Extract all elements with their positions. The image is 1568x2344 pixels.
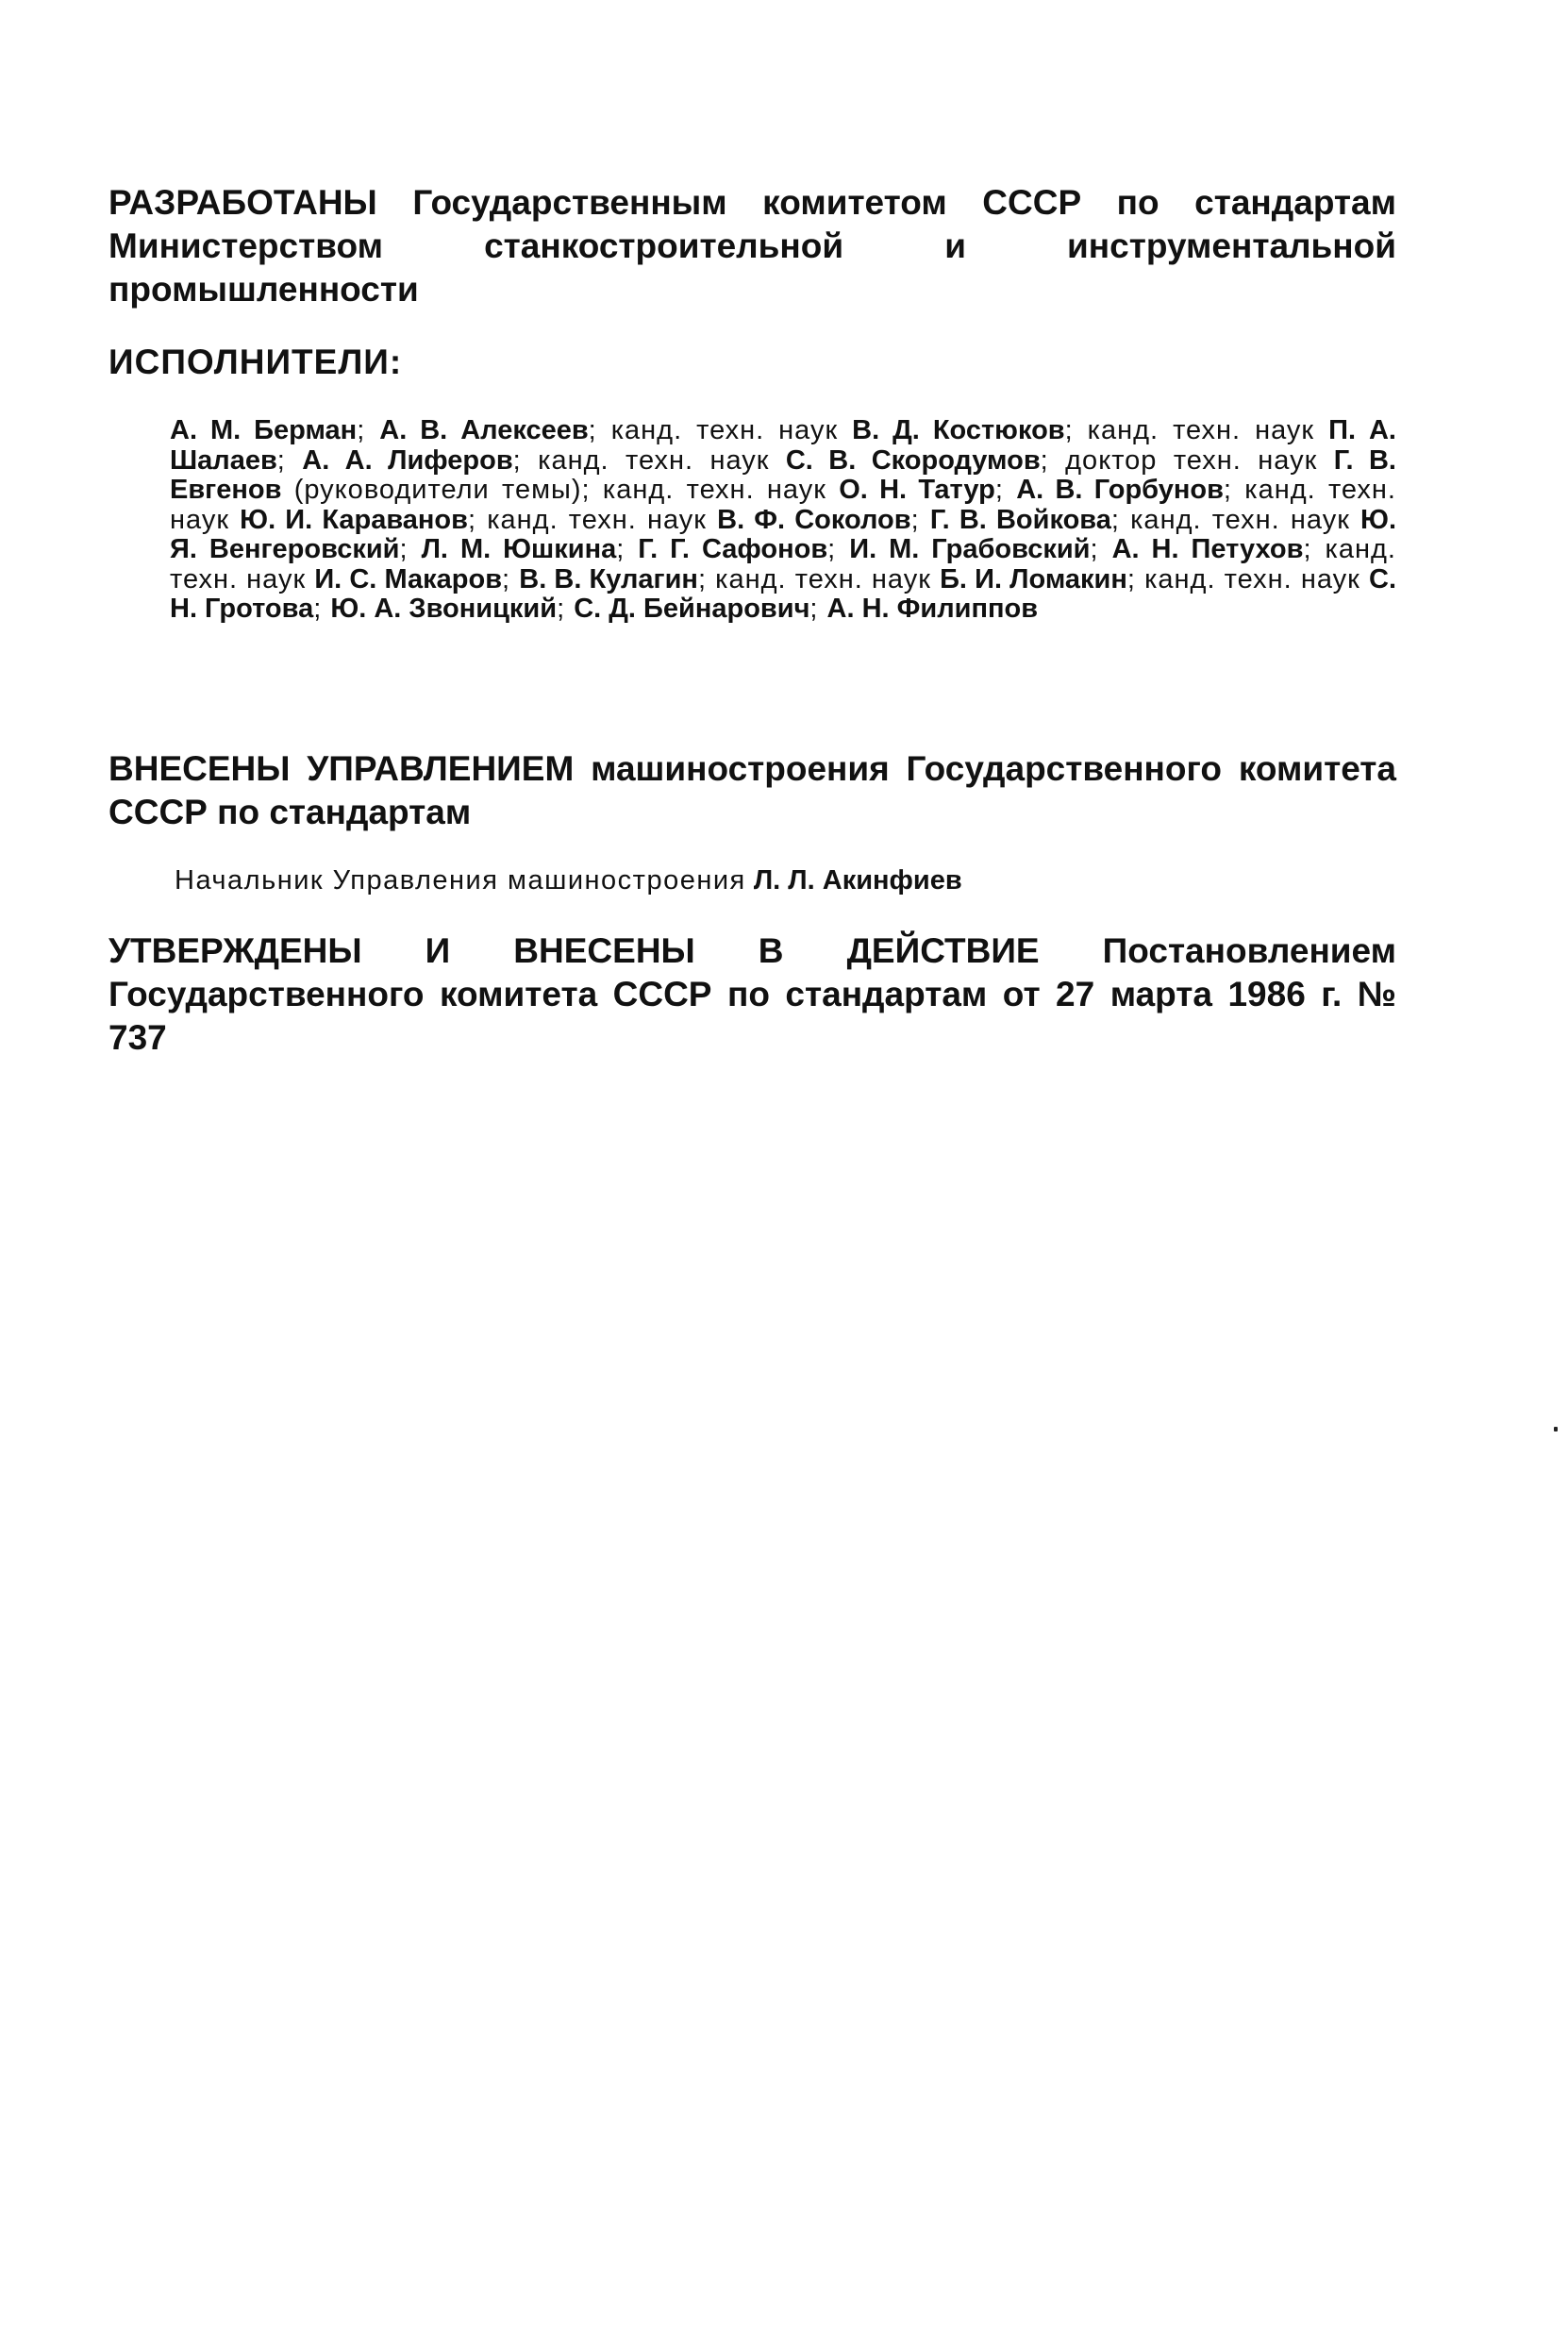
executor-name: Б. И. Ломакин [940, 563, 1127, 594]
executor-entry [302, 445, 538, 476]
executor-separator: ; [827, 534, 850, 564]
executors-list [170, 416, 1396, 625]
executor-separator: ; [809, 594, 827, 624]
approved-text: Постановлением Государственного комитета СССР по стандартам от 27 марта 1986 г. № 737 [108, 931, 1396, 1057]
executor-separator: ; [1090, 534, 1112, 564]
executor-degree: канд. техн. наук [1130, 504, 1361, 535]
executor-name: А. А. Лиферов [302, 444, 513, 476]
executor-name: А. Н. Петухов [1111, 534, 1304, 564]
executor-name: О. Н. Татур [839, 475, 995, 505]
executor-separator: ; [502, 563, 520, 594]
executor-entry [170, 415, 379, 445]
executor-degree: доктор техн. наук [1065, 444, 1334, 476]
executor-name: И. С. Макаров [314, 563, 503, 594]
executor-separator: ; [616, 534, 639, 564]
executor-name: Ю. Я. Венгеровский [170, 504, 1396, 564]
approved-paragraph [108, 929, 1396, 1060]
executor-separator: ; [1223, 475, 1245, 505]
executor-name: В. Ф. Соколов [717, 504, 911, 535]
executor-entry [1112, 534, 1326, 564]
executor-entry [638, 534, 849, 564]
executor-separator: ; [910, 504, 930, 535]
executor-name: Л. М. Юшкина [421, 534, 617, 564]
executor-name: С. Н. Гротова [170, 563, 1396, 624]
executor-entry [849, 534, 1111, 564]
executor-name: Ю. А. Звоницкий [330, 594, 558, 624]
executor-name: А. В. Горбунов [1016, 475, 1224, 505]
executor-name: А. В. Алексеев [379, 415, 589, 445]
executor-entry [519, 564, 715, 594]
developed-text: Государственным комитетом СССР по стандартам Министерством станкостроительной и инструментальной промышленности [108, 183, 1396, 309]
executor-name: И. М. Грабовский [849, 534, 1091, 564]
executor-entry [715, 564, 1144, 594]
executor-degree: канд. техн. наук [602, 475, 840, 505]
executor-separator: ; [357, 415, 380, 445]
executor-name: Г. В. Евгенов [170, 444, 1396, 505]
executor-entry [538, 445, 1065, 476]
executor-name: П. А. Шалаев [170, 415, 1396, 476]
executor-degree: канд. техн. наук [715, 563, 941, 594]
executor-entry [930, 505, 1130, 535]
executor-degree: канд. техн. наук [170, 534, 1396, 594]
executor-entry [611, 415, 1088, 445]
executor-entry [827, 594, 1039, 624]
chief-line [175, 864, 1354, 896]
executor-entry [330, 594, 574, 624]
executor-separator: ; [588, 415, 611, 445]
developed-lead: РАЗРАБОТАНЫ [108, 183, 377, 222]
executors-title: ИСПОЛНИТЕЛИ: [108, 343, 403, 381]
executor-separator: ; [1303, 534, 1326, 564]
executor-separator: ; [697, 563, 716, 594]
executor-degree: канд. техн. наук [1144, 563, 1369, 594]
executor-degree: канд. техн. наук [610, 415, 853, 445]
executor-degree: канд. техн. наук [1087, 415, 1329, 445]
executor-separator: ; [1064, 415, 1088, 445]
executor-separator: ; [512, 444, 539, 476]
chief-position: Начальник Управления машиностроения [175, 865, 746, 896]
executor-separator: (руководители темы); [281, 475, 603, 505]
executor-entry [422, 534, 639, 564]
executor-separator: ; [313, 594, 331, 624]
executor-separator: ; [994, 475, 1017, 505]
executor-separator: ; [276, 444, 303, 476]
executor-entry [574, 594, 826, 624]
executor-entry [487, 505, 930, 535]
chief-name: Л. Л. Акинфиев [753, 865, 962, 896]
executor-name: Ю. И. Караванов [240, 504, 468, 535]
executor-name: Г. В. Войкова [929, 504, 1111, 535]
executor-name: А. М. Берман [170, 415, 358, 445]
introduced-text: машиностроения Государственного комитета СССР по стандартам [108, 749, 1396, 831]
executor-degree: канд. техн. наук [487, 504, 718, 535]
executor-separator: ; [557, 594, 575, 624]
executor-name: А. Н. Филиппов [826, 594, 1039, 624]
developed-paragraph [108, 181, 1396, 311]
executor-entry [603, 475, 1016, 505]
executor-degree: канд. техн. наук [170, 475, 1396, 535]
introduced-paragraph [108, 747, 1396, 834]
executor-separator: ; [1126, 563, 1145, 594]
executor-name: С. В. Скородумов [785, 444, 1041, 476]
approved-lead: УТВЕРЖДЕНЫ И ВНЕСЕНЫ В ДЕЙСТВИЕ [108, 931, 1040, 970]
executor-separator: ; [467, 504, 488, 535]
executor-name: Г. Г. Сафонов [638, 534, 828, 564]
scan-speck [1554, 1427, 1558, 1432]
executor-separator: ; [1040, 444, 1066, 476]
executor-entry [379, 415, 610, 445]
executor-name: В. В. Кулагин [519, 563, 698, 594]
executor-entry [1016, 475, 1244, 505]
introduced-lead: ВНЕСЕНЫ УПРАВЛЕНИЕМ [108, 749, 575, 788]
executor-degree: канд. техн. наук [538, 444, 786, 476]
executor-name: В. Д. Костюков [852, 415, 1065, 445]
executor-name: С. Д. Бейнарович [574, 594, 810, 624]
executor-separator: ; [399, 534, 422, 564]
executor-separator: ; [1110, 504, 1131, 535]
